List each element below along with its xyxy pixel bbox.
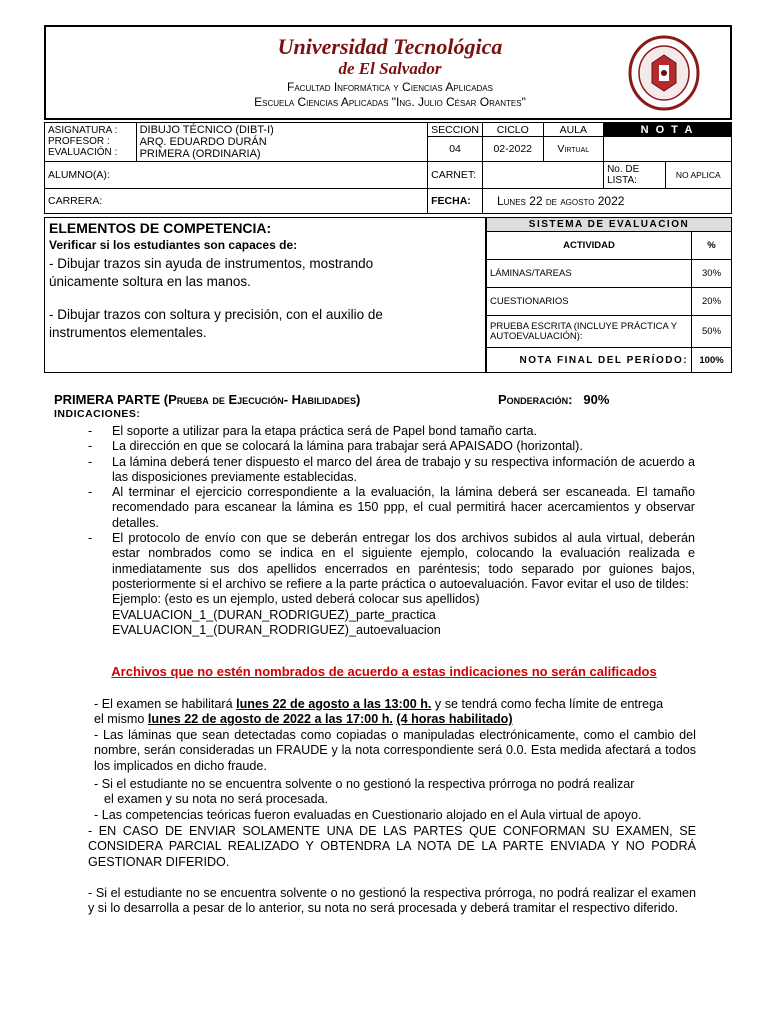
alumno-field[interactable] — [45, 162, 428, 189]
note-solvencia-a: - Si el estudiante no se encuentra solvente o no gestionó la respectiva prórroga no podrá realizar — [94, 777, 635, 791]
indicacion-2: La dirección en que se colocará la lámina para trabajar será APAISADO (horizontal). — [112, 439, 583, 454]
list-item: - La dirección en que se colocará la lámina para trabajar será APAISADO (horizontal). — [88, 439, 583, 454]
lista-label: No. DE LISTA: — [604, 162, 665, 189]
university-name-line2: de El Salvador — [338, 59, 442, 78]
alumno-label: ALUMNO(A): — [48, 169, 110, 181]
evaluacion-label: EVALUACIÓN : — [48, 147, 118, 158]
note-competencias: - Las competencias teóricas fueron evaluadas en Cuestionario alojado en el Aula virtual de apoyo. — [94, 808, 642, 822]
header-box — [44, 25, 732, 120]
school-name: Escuela Ciencias Aplicadas "Ing. Julio César Orantes" — [254, 95, 526, 109]
nota-header: N O T A — [604, 123, 732, 137]
note-fraude: - Las láminas que sean detectadas como copiadas o manipuladas electrónicamente, como el cambio del nombre, serán consideradas un FRAUDE y la nota correspondiente será 0.0. Esta medida afectará a todos los implicados en dicho fraude. — [94, 728, 696, 773]
actividad-header: ACTIVIDAD — [487, 232, 692, 260]
list-item: - El soporte a utilizar para la etapa práctica será de Papel bond tamaño carta. — [88, 424, 537, 438]
university-name: Universidad Tecnológica — [277, 34, 503, 59]
note-diferido: - Si el estudiante no se encuentra solvente o no gestionó la respectiva prórroga, no podrá realizar el examen y si lo desarrolla a pesar de lo anterior, su nota no será procesada y deberá tramitar el respectivo diferido. — [88, 886, 696, 916]
note-schedule-hours: (4 horas habilitado) — [396, 712, 513, 727]
indicacion-1: El soporte a utilizar para la etapa práctica será de Papel bond tamaño carta. — [112, 424, 537, 438]
pct-header: % — [692, 232, 732, 260]
ejemplo-text: Ejemplo: (esto es un ejemplo, usted deberá colocar sus apellidos) — [112, 592, 480, 607]
nota-value[interactable] — [604, 137, 732, 162]
carnet-field[interactable] — [482, 162, 603, 189]
sistema-title: SISTEMA DE EVALUACION — [487, 218, 732, 232]
competencia-item-1: - Dibujar trazos sin ayuda de instrumentos, mostrando únicamente soltura en las manos. — [49, 256, 374, 289]
ciclo-value: 02-2022 — [482, 137, 543, 162]
fecha-label: FECHA: — [428, 189, 483, 214]
actividad-laminas: LÁMINAS/TAREAS — [487, 260, 692, 288]
lista-value: NO APLICA — [665, 162, 731, 189]
note-schedule-end: lunes 22 de agosto de 2022 a las 17:00 h. — [147, 712, 393, 727]
sistema-table — [486, 217, 732, 373]
parte-title-text: PRIMERA PARTE (Prueba de Ejecución- Habilidades) — [54, 392, 361, 407]
nota-final-pct: 100% — [692, 348, 732, 373]
profesor-value: ARQ. EDUARDO DURÁN — [139, 136, 267, 148]
fecha-value: Lunes 22 de agosto 2022 — [482, 189, 731, 214]
note-schedule-c: y se tendrá como fecha límite de entrega — [431, 697, 664, 711]
aula-label: AULA — [543, 123, 604, 137]
asignatura-label: ASIGNATURA : — [48, 125, 118, 136]
list-item: - Al terminar el ejercicio correspondiente a la evaluación, la lámina deberá ser escaneada. El tamaño recomendado para escanear la lámina es 150 ppp, el cual permitirá hacer acercamientos y observar detalles. — [88, 485, 695, 530]
competencia-box — [44, 217, 486, 373]
actividad-cuestionarios: CUESTIONARIOS — [487, 288, 692, 316]
archivo-ejemplo-1: EVALUACION_1_(DURAN_RODRIGUEZ)_parte_practica — [112, 607, 436, 622]
actividad-prueba: PRUEBA ESCRITA (INCLUYE PRÁCTICA Y AUTOEVALUACIÓN): — [487, 316, 692, 348]
profesor-label: PROFESOR : — [48, 136, 110, 147]
pct-prueba: 50% — [692, 316, 732, 348]
parte-title — [54, 392, 360, 407]
nota-final-label: NOTA FINAL DEL PERÍODO: — [487, 348, 692, 373]
carrera-field[interactable] — [45, 189, 428, 214]
list-item: - La lámina deberá tener dispuesto el marco del área de trabajo y su respectiva información de acuerdo a las disposiciones previamente establecidas. — [88, 454, 695, 484]
indicacion-5: El protocolo de envío con que se deberán entregar los dos archivos subidos al aula virtual, deberán estar nombrados como se indica en el siguiente ejemplo, colocando la evaluación realizada e inmediatamente sus dos apellidos encerrados en paréntesis; todo separado por guiones bajos, posteriormente si el archivo se refiere a la parte práctica o autoevaluación. Favor evitar el uso de tildes: — [112, 531, 695, 591]
university-seal-icon — [628, 35, 700, 111]
ponderacion-value: 90% — [583, 392, 610, 407]
note-schedule-d: el mismo — [94, 712, 148, 727]
indicaciones-label: INDICACIONES: — [54, 408, 141, 420]
warning-text: Archivos que no estén nombrados de acuerdo a estas indicaciones no serán calificados — [111, 664, 657, 679]
competencia-title: ELEMENTOS DE COMPETENCIA: — [49, 220, 272, 236]
aula-value: Virtual — [543, 137, 604, 162]
note-schedule-a: - El examen se habilitará — [94, 697, 237, 711]
note-solvencia-b: el examen y su nota no será procesada. — [104, 792, 329, 807]
evaluacion-value: PRIMERA (ORDINARIA) — [139, 148, 261, 160]
seccion-value: 04 — [428, 137, 483, 162]
ciclo-label: CICLO — [482, 123, 543, 137]
info-table — [44, 122, 732, 214]
indicacion-3: La lámina deberá tener dispuesto el marco del área de trabajo y su respectiva información de acuerdo a las disposiciones previamente establecidas. — [112, 454, 695, 484]
ponderacion-label: Ponderación: — [498, 392, 573, 407]
note-schedule-start: lunes 22 de agosto a las 13:00 h. — [236, 697, 432, 711]
info-values — [136, 123, 428, 162]
ponderacion — [498, 392, 609, 407]
info-labels — [45, 123, 137, 162]
competencia-subtitle: Verificar si los estudiantes son capaces de: — [49, 238, 298, 252]
seccion-label: SECCION — [428, 123, 483, 137]
pct-cuestionarios: 20% — [692, 288, 732, 316]
archivo-ejemplo-2: EVALUACION_1_(DURAN_RODRIGUEZ)_autoevaluacion — [112, 622, 441, 637]
indicacion-4: Al terminar el ejercicio correspondiente a la evaluación, la lámina deberá ser escaneada. El tamaño recomendado para escanear la lámina es 150 ppp, el cual permitirá hacer acercamientos y observar detalles. — [112, 485, 695, 530]
list-item: - El protocolo de envío con que se deberán entregar los dos archivos subidos al aula virtual, deberán estar nombrados como se indica en el siguiente ejemplo, colocando la evaluación realizada e inmediatamente sus dos apellidos encerrados en paréntesis; todo separado por guiones bajos, posteriormente si el archivo se refiere a la parte práctica o autoevaluación. Favor evitar el uso de tildes: — [88, 531, 695, 591]
indicaciones-list — [88, 424, 695, 638]
carnet-label: CARNET: — [428, 162, 483, 189]
competencia-item-2: - Dibujar trazos con soltura y precisión, con el auxilio de instrumentos elementales. — [49, 307, 383, 340]
faculty-name: Facultad Informática y Ciencias Aplicadas — [287, 80, 493, 94]
note-solvencia — [94, 777, 696, 808]
note-schedule — [94, 697, 696, 728]
carrera-label: CARRERA: — [48, 195, 103, 207]
pct-laminas: 30% — [692, 260, 732, 288]
note-parcial: - EN CASO DE ENVIAR SOLAMENTE UNA DE LAS PARTES QUE CONFORMAN SU EXAMEN, SE CONSIDERA PARCIAL REALIZADO Y OBTENDRA LA NOTA DE LA PARTE ENVIADA Y NO PODRÁ GESTIONAR DIFERIDO. — [88, 824, 696, 869]
asignatura-value: DIBUJO TÉCNICO (DIBT-I) — [139, 124, 274, 136]
